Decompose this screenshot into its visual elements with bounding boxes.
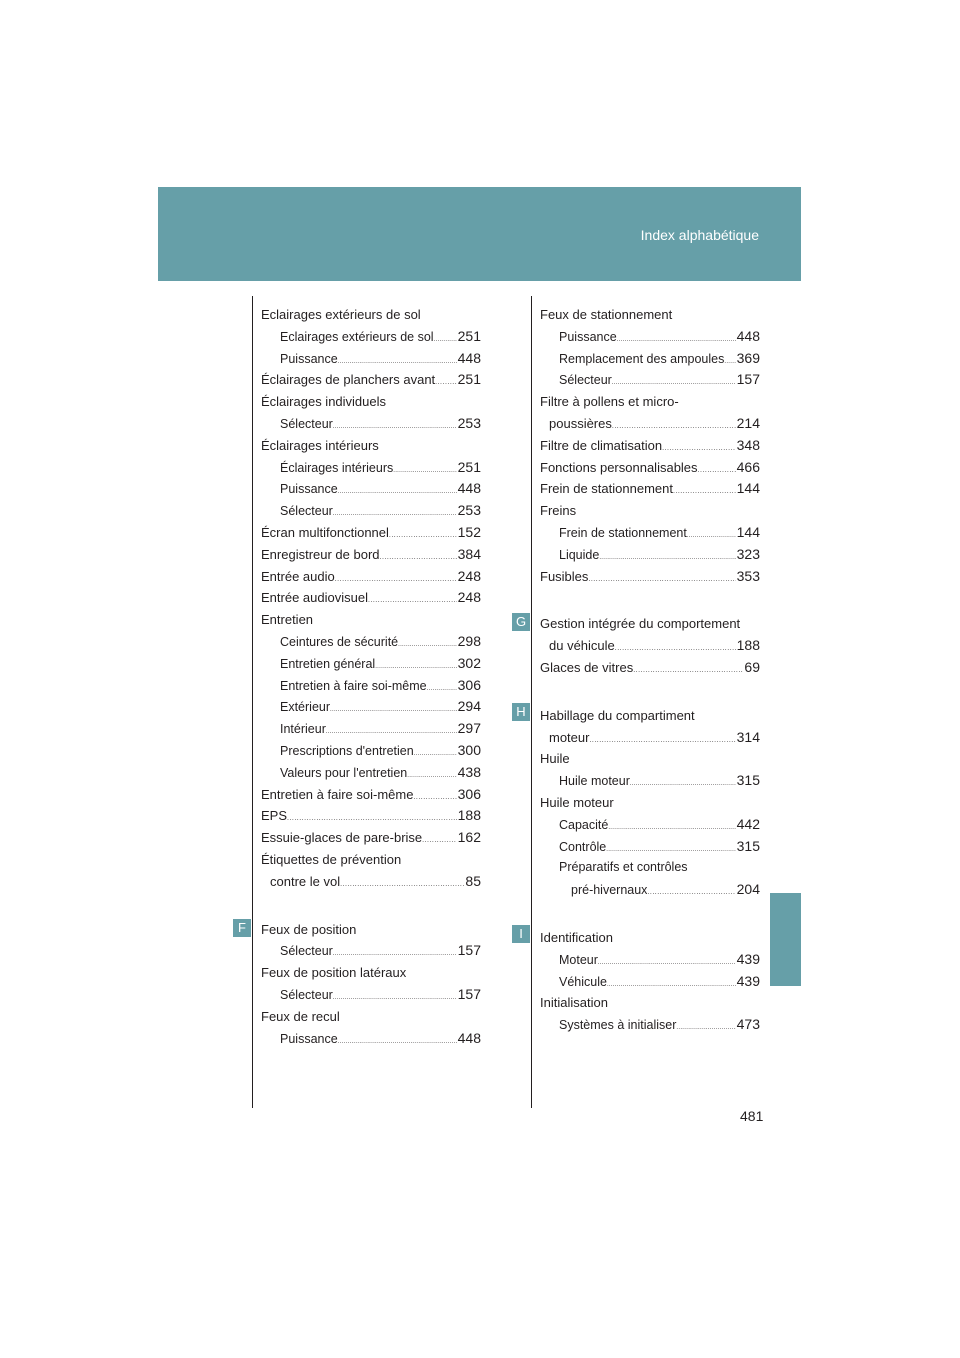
index-heading: Filtre à pollens et micro- xyxy=(540,394,679,410)
index-entry[interactable]: Puissance ..... 448 xyxy=(261,478,481,500)
index-entry[interactable]: Entretien à faire soi-même ..... 306 xyxy=(261,675,481,697)
index-heading: Initialisation xyxy=(540,995,608,1011)
index-entry[interactable]: Puissance ..... 448 xyxy=(540,326,760,348)
index-entry[interactable]: Eclairages extérieurs de sol ..... 251 xyxy=(261,326,481,348)
letter-tab-f[interactable]: F xyxy=(233,919,251,937)
index-entry[interactable]: pré-hivernaux ..... 204 xyxy=(540,879,760,901)
index-heading: Feux de stationnement xyxy=(540,307,673,322)
index-entry[interactable]: Essuie-glaces de pare-brise ..... 162 xyxy=(261,827,481,849)
page-number: 481 xyxy=(740,1108,764,1124)
right-column-rule xyxy=(531,296,532,1108)
index-entry[interactable]: Entretien général ..... 302 xyxy=(261,653,481,675)
left-column-rule xyxy=(252,296,253,1108)
index-heading: Éclairages intérieurs xyxy=(261,437,379,453)
index-heading: Éclairages individuels xyxy=(261,394,387,410)
index-entry[interactable]: moteur ..... 314 xyxy=(540,727,760,749)
index-entry[interactable]: contre le vol ..... 85 xyxy=(261,871,481,893)
index-entry[interactable]: Glaces de vitres ..... 69 xyxy=(540,657,760,679)
index-entry[interactable]: Sélecteur ..... 253 xyxy=(261,500,481,522)
index-entry[interactable]: Éclairages intérieurs ..... 251 xyxy=(261,457,481,479)
index-heading: Huile moteur xyxy=(540,794,614,810)
index-entry[interactable]: Sélecteur ..... 157 xyxy=(261,984,481,1006)
index-heading: Huile xyxy=(540,751,570,767)
page-header xyxy=(158,187,801,281)
index-heading: Étiquettes de prévention xyxy=(261,851,402,867)
index-entry[interactable]: Remplacement des ampoules ..... 369 xyxy=(540,348,760,370)
index-entry[interactable]: Entrée audiovisuel ..... 248 xyxy=(261,587,481,609)
index-entry[interactable]: Fusibles ..... 353 xyxy=(540,566,760,588)
index-entry[interactable]: Sélecteur ..... 253 xyxy=(261,413,481,435)
letter-tab-g[interactable]: G xyxy=(512,613,530,631)
index-entry[interactable]: Moteur ..... 439 xyxy=(540,949,760,971)
index-entry[interactable]: poussières ..... 214 xyxy=(540,413,760,435)
index-entry[interactable]: Écran multifonctionnel ..... 152 xyxy=(261,522,481,544)
index-entry[interactable]: Éclairages de planchers avant ..... 251 xyxy=(261,369,481,391)
index-entry[interactable]: Contrôle ..... 315 xyxy=(540,836,760,858)
index-subheading: Préparatifs et contrôles xyxy=(559,860,688,875)
index-heading: Freins xyxy=(540,503,577,519)
index-entry[interactable]: Capacité ..... 442 xyxy=(540,814,760,836)
index-heading: Gestion intégrée du comportement xyxy=(540,616,741,632)
index-entry[interactable]: EPS ..... 188 xyxy=(261,805,481,827)
index-entry[interactable]: Frein de stationnement ..... 144 xyxy=(540,522,760,544)
index-entry[interactable]: Entrée audio ..... 248 xyxy=(261,566,481,588)
index-right-column xyxy=(540,304,760,1036)
index-entry[interactable]: Extérieur ..... 294 xyxy=(261,696,481,718)
index-entry[interactable]: Puissance ..... 448 xyxy=(261,348,481,370)
index-entry[interactable]: Liquide ..... 323 xyxy=(540,544,760,566)
letter-tab-h[interactable]: H xyxy=(512,703,530,721)
index-entry[interactable]: Filtre de climatisation ..... 348 xyxy=(540,435,760,457)
index-heading: Eclairages extérieurs de sol xyxy=(261,307,421,322)
index-entry[interactable]: Prescriptions d'entretien ..... 300 xyxy=(261,740,481,762)
index-entry[interactable]: Sélecteur ..... 157 xyxy=(261,940,481,962)
index-entry[interactable]: Fonctions personnalisables ..... 466 xyxy=(540,457,760,479)
index-entry[interactable]: du véhicule ..... 188 xyxy=(540,635,760,657)
index-entry[interactable]: Sélecteur ..... 157 xyxy=(540,369,760,391)
index-entry[interactable]: Véhicule ..... 439 xyxy=(540,971,760,993)
index-entry[interactable]: Puissance ..... 448 xyxy=(261,1028,481,1050)
letter-tab-i[interactable]: I xyxy=(512,925,530,943)
section-title: Index alphabétique xyxy=(640,227,759,243)
index-heading: Feux de position latéraux xyxy=(261,965,407,981)
index-heading: Identification xyxy=(540,929,613,945)
index-entry[interactable]: Huile moteur ..... 315 xyxy=(540,770,760,792)
index-entry[interactable]: Ceintures de sécurité ..... 298 xyxy=(261,631,481,653)
index-left-column xyxy=(261,304,481,1049)
index-entry[interactable]: Entretien à faire soi-même ..... 306 xyxy=(261,784,481,806)
index-entry[interactable]: Frein de stationnement ..... 144 xyxy=(540,478,760,500)
index-heading: Entretien xyxy=(261,612,314,628)
index-heading: Feux de recul xyxy=(261,1008,340,1024)
index-entry[interactable]: Intérieur ..... 297 xyxy=(261,718,481,740)
index-entry[interactable]: Enregistreur de bord ..... 384 xyxy=(261,544,481,566)
index-entry[interactable]: Systèmes à initialiser ..... 473 xyxy=(540,1014,760,1036)
index-heading: Habillage du compartiment xyxy=(540,707,695,723)
index-heading: Feux de position xyxy=(261,921,357,937)
index-entry[interactable]: Valeurs pour l'entretien ..... 438 xyxy=(261,762,481,784)
section-side-tab xyxy=(770,893,801,986)
